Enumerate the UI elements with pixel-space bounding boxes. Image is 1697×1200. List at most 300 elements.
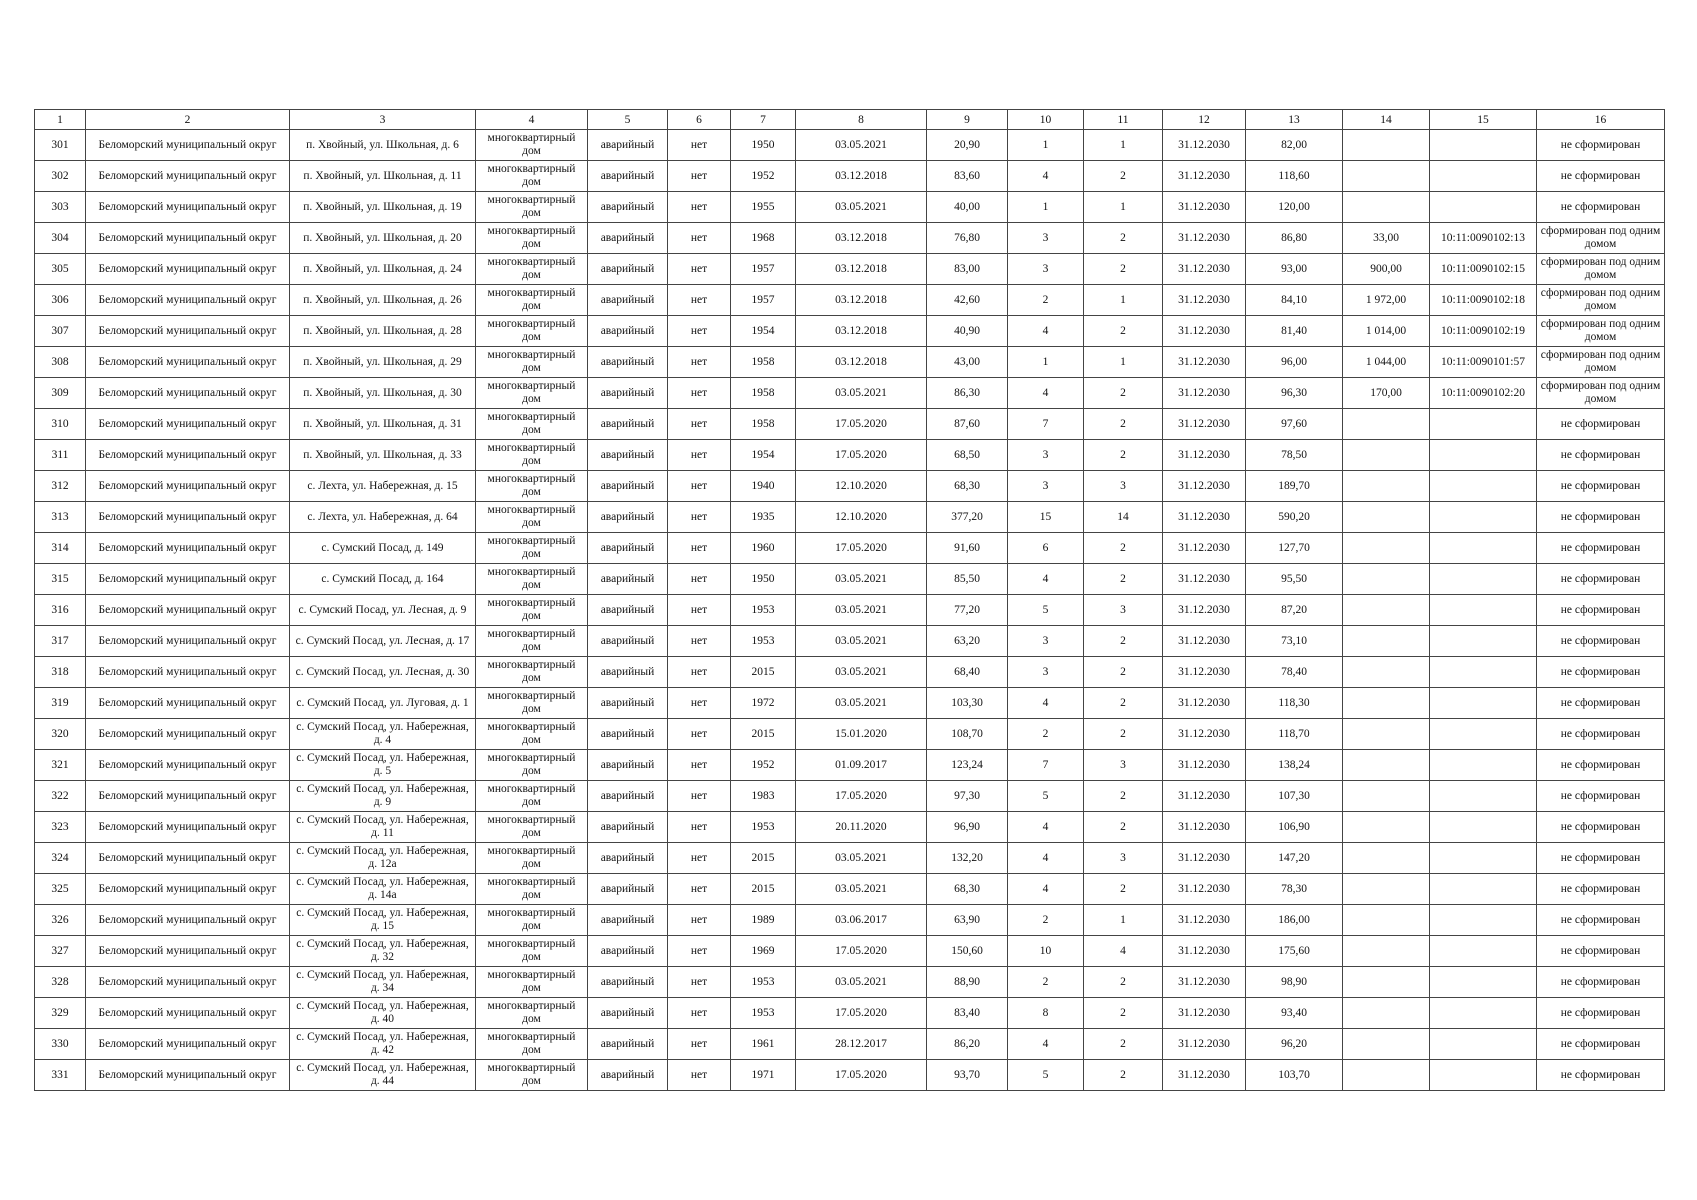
table-row	[35, 471, 1665, 502]
table-cell: с. Сумский Посад, ул. Лесная, д. 17	[290, 626, 476, 657]
column-number-8: 8	[796, 110, 927, 130]
table-cell: 301	[35, 130, 86, 161]
table-cell: 4	[1008, 161, 1084, 192]
table-cell: 63,90	[927, 905, 1008, 936]
table-cell: 31.12.2030	[1163, 781, 1246, 812]
table-cell: 2	[1084, 316, 1163, 347]
table-cell: 96,90	[927, 812, 1008, 843]
table-cell: 31.12.2030	[1163, 688, 1246, 719]
table-cell: 106,90	[1246, 812, 1343, 843]
table-cell: 03.05.2021	[796, 626, 927, 657]
table-cell: 10:11:0090102:15	[1430, 254, 1537, 285]
table-cell: 31.12.2030	[1163, 626, 1246, 657]
table-cell: 175,60	[1246, 936, 1343, 967]
table-cell: 31.12.2030	[1163, 192, 1246, 223]
table-cell: п. Хвойный, ул. Школьная, д. 28	[290, 316, 476, 347]
table-cell: аварийный	[588, 812, 668, 843]
table-cell	[1343, 843, 1430, 874]
table-cell: Беломорский муниципальный округ	[86, 812, 290, 843]
table-row	[35, 440, 1665, 471]
table-cell: многоквартирный дом	[476, 812, 588, 843]
table-cell: с. Сумский Посад, ул. Набережная, д. 12а	[290, 843, 476, 874]
table-cell: 4	[1084, 936, 1163, 967]
table-cell: 326	[35, 905, 86, 936]
table-cell: многоквартирный дом	[476, 595, 588, 626]
table-cell: сформирован под одним домом	[1537, 316, 1665, 347]
table-cell: аварийный	[588, 564, 668, 595]
table-row	[35, 595, 1665, 626]
table-cell: многоквартирный дом	[476, 564, 588, 595]
table-cell: аварийный	[588, 874, 668, 905]
table-cell: 93,70	[927, 1060, 1008, 1091]
table-cell: 2	[1084, 1029, 1163, 1060]
table-cell: Беломорский муниципальный округ	[86, 440, 290, 471]
table-cell	[1430, 1029, 1537, 1060]
table-cell: 1958	[731, 347, 796, 378]
table-cell: 189,70	[1246, 471, 1343, 502]
table-cell: 31.12.2030	[1163, 316, 1246, 347]
table-cell: 1	[1084, 347, 1163, 378]
table-cell: Беломорский муниципальный округ	[86, 1029, 290, 1060]
table-cell	[1343, 626, 1430, 657]
table-cell: 31.12.2030	[1163, 161, 1246, 192]
table-cell: 307	[35, 316, 86, 347]
table-cell: 17.05.2020	[796, 781, 927, 812]
table-cell: 68,50	[927, 440, 1008, 471]
table-cell: нет	[668, 719, 731, 750]
table-row	[35, 905, 1665, 936]
table-cell: 63,20	[927, 626, 1008, 657]
table-cell: сформирован под одним домом	[1537, 223, 1665, 254]
table-cell: 312	[35, 471, 86, 502]
table-cell: Беломорский муниципальный округ	[86, 378, 290, 409]
table-cell: Беломорский муниципальный округ	[86, 874, 290, 905]
table-cell: 103,70	[1246, 1060, 1343, 1091]
table-cell: 83,60	[927, 161, 1008, 192]
table-cell: Беломорский муниципальный округ	[86, 719, 290, 750]
table-cell: с. Сумский Посад, ул. Набережная, д. 42	[290, 1029, 476, 1060]
table-cell: аварийный	[588, 905, 668, 936]
table-cell: нет	[668, 688, 731, 719]
table-cell	[1430, 936, 1537, 967]
table-row	[35, 1060, 1665, 1091]
table-cell: 313	[35, 502, 86, 533]
table-cell	[1343, 874, 1430, 905]
table-row	[35, 967, 1665, 998]
table-cell: 17.05.2020	[796, 409, 927, 440]
table-cell: 1950	[731, 130, 796, 161]
table-cell: 3	[1084, 750, 1163, 781]
table-cell: Беломорский муниципальный округ	[86, 688, 290, 719]
table-cell: 3	[1084, 843, 1163, 874]
table-cell: 2	[1084, 533, 1163, 564]
table-cell: 107,30	[1246, 781, 1343, 812]
table-cell: 2	[1084, 254, 1163, 285]
table-cell: 1955	[731, 192, 796, 223]
table-cell: с. Сумский Посад, ул. Набережная, д. 15	[290, 905, 476, 936]
table-cell	[1430, 781, 1537, 812]
table-cell: 14	[1084, 502, 1163, 533]
table-cell: аварийный	[588, 595, 668, 626]
table-cell: 1	[1008, 130, 1084, 161]
table-cell	[1430, 1060, 1537, 1091]
table-cell: 31.12.2030	[1163, 533, 1246, 564]
table-cell: 91,60	[927, 533, 1008, 564]
table-cell: 1953	[731, 595, 796, 626]
table-cell: аварийный	[588, 967, 668, 998]
column-number-11: 11	[1084, 110, 1163, 130]
table-cell: 31.12.2030	[1163, 471, 1246, 502]
table-cell: 2	[1084, 657, 1163, 688]
table-row	[35, 378, 1665, 409]
table-cell: 31.12.2030	[1163, 843, 1246, 874]
table-cell: многоквартирный дом	[476, 998, 588, 1029]
table-cell: 2	[1084, 688, 1163, 719]
table-cell	[1343, 502, 1430, 533]
table-cell: многоквартирный дом	[476, 471, 588, 502]
table-cell: Беломорский муниципальный округ	[86, 905, 290, 936]
table-cell: 314	[35, 533, 86, 564]
table-cell	[1343, 161, 1430, 192]
table-cell: 28.12.2017	[796, 1029, 927, 1060]
column-number-row	[35, 110, 1665, 130]
table-cell: 7	[1008, 409, 1084, 440]
table-cell: не сформирован	[1537, 998, 1665, 1029]
column-number-4: 4	[476, 110, 588, 130]
table-cell: 03.12.2018	[796, 316, 927, 347]
table-cell: не сформирован	[1537, 471, 1665, 502]
table-cell: 03.05.2021	[796, 874, 927, 905]
table-row	[35, 192, 1665, 223]
table-cell: 2	[1084, 409, 1163, 440]
table-cell: 15.01.2020	[796, 719, 927, 750]
table-cell: с. Сумский Посад, ул. Набережная, д. 32	[290, 936, 476, 967]
column-number-10: 10	[1008, 110, 1084, 130]
table-cell: 77,20	[927, 595, 1008, 626]
table-cell	[1343, 781, 1430, 812]
table-cell: аварийный	[588, 161, 668, 192]
table-cell: с. Сумский Посад, д. 164	[290, 564, 476, 595]
column-number-16: 16	[1537, 110, 1665, 130]
table-cell: 03.05.2021	[796, 130, 927, 161]
table-cell: 2	[1084, 223, 1163, 254]
table-cell: 17.05.2020	[796, 1060, 927, 1091]
table-cell: 03.12.2018	[796, 347, 927, 378]
column-number-6: 6	[668, 110, 731, 130]
table-cell: 10:11:0090102:13	[1430, 223, 1537, 254]
table-cell: 03.12.2018	[796, 161, 927, 192]
table-cell: 20.11.2020	[796, 812, 927, 843]
table-cell: 68,30	[927, 874, 1008, 905]
table-row	[35, 533, 1665, 564]
table-cell: 15	[1008, 502, 1084, 533]
table-cell	[1430, 471, 1537, 502]
table-cell: 85,50	[927, 564, 1008, 595]
table-cell: 2	[1084, 1060, 1163, 1091]
table-cell	[1343, 409, 1430, 440]
table-cell: 132,20	[927, 843, 1008, 874]
table-cell: аварийный	[588, 254, 668, 285]
table-cell: нет	[668, 657, 731, 688]
table-cell: 118,30	[1246, 688, 1343, 719]
table-cell: не сформирован	[1537, 1060, 1665, 1091]
table-cell: аварийный	[588, 533, 668, 564]
table-cell: аварийный	[588, 378, 668, 409]
table-cell	[1430, 502, 1537, 533]
table-cell: 3	[1084, 595, 1163, 626]
table-cell: аварийный	[588, 781, 668, 812]
table-cell: многоквартирный дом	[476, 657, 588, 688]
table-row	[35, 936, 1665, 967]
table-cell: 95,50	[1246, 564, 1343, 595]
table-cell: 2	[1084, 998, 1163, 1029]
table-cell: Беломорский муниципальный округ	[86, 750, 290, 781]
table-cell: Беломорский муниципальный округ	[86, 936, 290, 967]
table-cell: 108,70	[927, 719, 1008, 750]
table-cell	[1343, 998, 1430, 1029]
table-cell: многоквартирный дом	[476, 285, 588, 316]
housing-register-table	[34, 109, 1665, 1091]
table-cell: 327	[35, 936, 86, 967]
table-cell	[1430, 657, 1537, 688]
table-cell: аварийный	[588, 719, 668, 750]
table-cell: нет	[668, 223, 731, 254]
table-cell: 186,00	[1246, 905, 1343, 936]
table-cell: Беломорский муниципальный округ	[86, 1060, 290, 1091]
table-cell: 84,10	[1246, 285, 1343, 316]
table-cell: нет	[668, 378, 731, 409]
table-cell: многоквартирный дом	[476, 750, 588, 781]
table-cell: многоквартирный дом	[476, 316, 588, 347]
table-cell: 319	[35, 688, 86, 719]
table-cell	[1430, 719, 1537, 750]
table-cell: 68,30	[927, 471, 1008, 502]
table-cell: 31.12.2030	[1163, 936, 1246, 967]
table-cell: 20,90	[927, 130, 1008, 161]
table-cell: нет	[668, 564, 731, 595]
table-cell	[1343, 719, 1430, 750]
table-cell: 1957	[731, 285, 796, 316]
table-cell: 308	[35, 347, 86, 378]
table-cell: 17.05.2020	[796, 533, 927, 564]
table-cell: 118,60	[1246, 161, 1343, 192]
table-cell: п. Хвойный, ул. Школьная, д. 24	[290, 254, 476, 285]
table-cell: 120,00	[1246, 192, 1343, 223]
table-cell: 317	[35, 626, 86, 657]
table-cell	[1430, 440, 1537, 471]
table-cell: нет	[668, 874, 731, 905]
table-cell: 377,20	[927, 502, 1008, 533]
table-cell: 1972	[731, 688, 796, 719]
table-cell	[1430, 905, 1537, 936]
table-cell: 316	[35, 595, 86, 626]
table-cell: п. Хвойный, ул. Школьная, д. 29	[290, 347, 476, 378]
table-cell: 96,20	[1246, 1029, 1343, 1060]
table-cell: многоквартирный дом	[476, 781, 588, 812]
table-cell: аварийный	[588, 626, 668, 657]
table-cell: с. Сумский Посад, ул. Набережная, д. 44	[290, 1060, 476, 1091]
table-cell: 1 014,00	[1343, 316, 1430, 347]
table-cell: 31.12.2030	[1163, 905, 1246, 936]
table-cell: многоквартирный дом	[476, 409, 588, 440]
table-cell: аварийный	[588, 843, 668, 874]
table-cell	[1343, 688, 1430, 719]
table-cell: не сформирован	[1537, 1029, 1665, 1060]
table-cell: 1952	[731, 750, 796, 781]
table-cell: не сформирован	[1537, 781, 1665, 812]
column-number-9: 9	[927, 110, 1008, 130]
table-cell: 93,40	[1246, 998, 1343, 1029]
table-cell	[1430, 192, 1537, 223]
table-cell	[1343, 533, 1430, 564]
table-cell: п. Хвойный, ул. Школьная, д. 11	[290, 161, 476, 192]
table-cell: 329	[35, 998, 86, 1029]
table-cell	[1343, 471, 1430, 502]
table-cell: 68,40	[927, 657, 1008, 688]
table-cell: не сформирован	[1537, 130, 1665, 161]
table-cell: сформирован под одним домом	[1537, 285, 1665, 316]
table-cell	[1343, 812, 1430, 843]
table-cell	[1430, 161, 1537, 192]
table-cell: 310	[35, 409, 86, 440]
table-cell: Беломорский муниципальный округ	[86, 471, 290, 502]
table-cell: не сформирован	[1537, 657, 1665, 688]
table-cell: 10:11:0090102:18	[1430, 285, 1537, 316]
table-cell: 03.05.2021	[796, 595, 927, 626]
table-cell: 01.09.2017	[796, 750, 927, 781]
table-cell: 3	[1008, 254, 1084, 285]
table-cell	[1430, 843, 1537, 874]
table-row	[35, 719, 1665, 750]
table-cell: 1940	[731, 471, 796, 502]
table-cell: 82,00	[1246, 130, 1343, 161]
table-cell: с. Сумский Посад, ул. Лесная, д. 30	[290, 657, 476, 688]
table-cell: нет	[668, 130, 731, 161]
table-cell: 97,60	[1246, 409, 1343, 440]
table-cell: с. Сумский Посад, ул. Набережная, д. 11	[290, 812, 476, 843]
table-cell: 83,40	[927, 998, 1008, 1029]
table-cell: не сформирован	[1537, 812, 1665, 843]
table-cell: 43,00	[927, 347, 1008, 378]
table-cell	[1343, 936, 1430, 967]
table-cell: аварийный	[588, 316, 668, 347]
table-row	[35, 657, 1665, 688]
column-number-5: 5	[588, 110, 668, 130]
table-cell: многоквартирный дом	[476, 130, 588, 161]
table-cell: 03.06.2017	[796, 905, 927, 936]
table-cell	[1343, 657, 1430, 688]
table-cell: 31.12.2030	[1163, 347, 1246, 378]
table-cell: 31.12.2030	[1163, 130, 1246, 161]
table-cell: Беломорский муниципальный округ	[86, 409, 290, 440]
table-cell: 93,00	[1246, 254, 1343, 285]
table-cell: нет	[668, 998, 731, 1029]
table-cell: 304	[35, 223, 86, 254]
table-cell: 03.05.2021	[796, 378, 927, 409]
table-cell: 305	[35, 254, 86, 285]
table-cell: 311	[35, 440, 86, 471]
table-cell: 78,30	[1246, 874, 1343, 905]
table-cell: 6	[1008, 533, 1084, 564]
table-cell: 31.12.2030	[1163, 254, 1246, 285]
table-row	[35, 874, 1665, 905]
table-cell	[1343, 967, 1430, 998]
table-cell: 5	[1008, 781, 1084, 812]
table-cell: 31.12.2030	[1163, 595, 1246, 626]
table-cell: не сформирован	[1537, 967, 1665, 998]
table-cell: 31.12.2030	[1163, 378, 1246, 409]
table-cell: 1953	[731, 812, 796, 843]
table-cell: нет	[668, 936, 731, 967]
table-cell: 31.12.2030	[1163, 564, 1246, 595]
table-cell: 147,20	[1246, 843, 1343, 874]
table-cell: 2	[1084, 440, 1163, 471]
column-number-7: 7	[731, 110, 796, 130]
table-cell: 900,00	[1343, 254, 1430, 285]
table-cell: аварийный	[588, 688, 668, 719]
table-cell: 331	[35, 1060, 86, 1091]
table-cell	[1430, 750, 1537, 781]
table-cell: п. Хвойный, ул. Школьная, д. 20	[290, 223, 476, 254]
table-cell: 4	[1008, 688, 1084, 719]
table-cell: не сформирован	[1537, 843, 1665, 874]
table-cell: 8	[1008, 998, 1084, 1029]
table-cell: 03.05.2021	[796, 843, 927, 874]
table-cell: 03.12.2018	[796, 254, 927, 285]
table-cell: 31.12.2030	[1163, 812, 1246, 843]
table-cell: 1968	[731, 223, 796, 254]
table-cell: с. Сумский Посад, ул. Набережная, д. 5	[290, 750, 476, 781]
table-cell: 2015	[731, 719, 796, 750]
table-cell: 318	[35, 657, 86, 688]
table-row	[35, 626, 1665, 657]
table-cell: 1	[1084, 905, 1163, 936]
table-cell: 78,50	[1246, 440, 1343, 471]
table-cell: 96,00	[1246, 347, 1343, 378]
table-cell	[1343, 595, 1430, 626]
table-row	[35, 688, 1665, 719]
table-cell: многоквартирный дом	[476, 967, 588, 998]
table-cell: нет	[668, 750, 731, 781]
table-cell	[1343, 750, 1430, 781]
table-cell: сформирован под одним домом	[1537, 378, 1665, 409]
table-cell: многоквартирный дом	[476, 254, 588, 285]
table-cell: Беломорский муниципальный округ	[86, 533, 290, 564]
table-cell	[1430, 998, 1537, 1029]
table-row	[35, 502, 1665, 533]
table-cell: нет	[668, 161, 731, 192]
table-cell: 306	[35, 285, 86, 316]
table-cell: нет	[668, 843, 731, 874]
table-cell: 170,00	[1343, 378, 1430, 409]
table-cell: 325	[35, 874, 86, 905]
table-cell: многоквартирный дом	[476, 502, 588, 533]
table-cell: с. Лехта, ул. Набережная, д. 64	[290, 502, 476, 533]
table-cell: Беломорский муниципальный округ	[86, 626, 290, 657]
table-row	[35, 316, 1665, 347]
column-number-2: 2	[86, 110, 290, 130]
column-number-15: 15	[1430, 110, 1537, 130]
column-number-13: 13	[1246, 110, 1343, 130]
table-cell: нет	[668, 812, 731, 843]
table-cell: аварийный	[588, 1060, 668, 1091]
table-cell: 86,80	[1246, 223, 1343, 254]
table-cell: многоквартирный дом	[476, 440, 588, 471]
table-cell: 2	[1084, 812, 1163, 843]
table-cell: 31.12.2030	[1163, 719, 1246, 750]
table-cell: аварийный	[588, 347, 668, 378]
table-cell: 330	[35, 1029, 86, 1060]
